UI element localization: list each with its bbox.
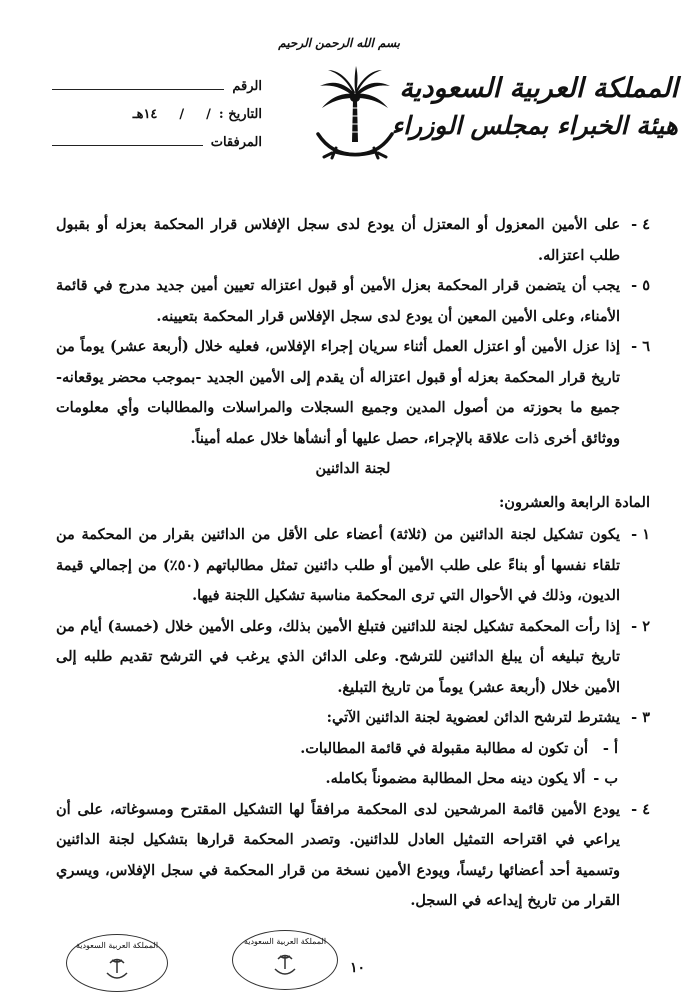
date-slash-1: /: [206, 106, 211, 122]
article-clause-4: ٤ - يودع الأمين قائمة المرشحين لدى المحكمة مرافقاً لها التشكيل المقترح ومسوغاته، على أن يراعي في اقتراحه التمثيل العادل للدائنين. وتصدر المحكمة قرارها بتشكيل لجنة الدائنين وتسمية أحد أعضائها رئيساً، ويودع الأمين نسخة من قرار المحكمة في سجل الإفلاس، ويسري القرار من تاريخ إيداعه في السجل.: [56, 800, 650, 909]
clause-6: ٦ - إذا عزل الأمين أو اعتزل العمل أثناء سريان إجراء الإفلاس، فعليه خلال (أربعة عشر) يوماً من تاريخ قرار المحكمة بعزله أو قبول اعتزاله أن يقدم إلى الأمين الجديد -بموجب محضر يوقعانه- جميع ما بحوزته من أصول المدين وجميع السجلات والمراسلات والمطالبات وأي معلومات ووثائق أخرى ذات علاقة بالإجراء، حصل عليها أو أنشأها خلال عمله أميناً.: [56, 338, 650, 447]
seal-emblem-icon: [270, 949, 300, 979]
letterhead-organization: [391, 70, 678, 144]
org-name-line2: هيئة الخبراء بمجلس الوزراء: [391, 111, 678, 140]
official-seal-left: المملكة العربية السعودية: [66, 934, 168, 992]
org-name-line1: المملكة العربية السعودية: [399, 73, 678, 104]
ref-label: الرقم: [232, 78, 262, 94]
date-year: ١٤هـ: [132, 106, 158, 122]
article-clause-3: ٣ - يشترط لترشح الدائن لعضوية لجنة الدائنين الآتي:: [326, 709, 650, 726]
article-clause-2: ٢ - إذا رأت المحكمة تشكيل لجنة للدائنين فتبلغ الأمين بذلك، وعلى الأمين خلال (خمسة) أيام من تاريخ تبليغه أن يبلغ الدائنين للترشح. وعلى الدائن الذي يرغب في الترشح تقديم طلبه إلى الأمين خلال (أربعة عشر) يوماً من تاريخ التبليغ.: [56, 617, 650, 696]
article-title: المادة الرابعة والعشرون:: [498, 493, 650, 511]
date-field: [133, 107, 211, 122]
document-body: [56, 210, 650, 917]
sub-clause-b: ب - ألا يكون دينه محل المطالبة مضموناً بكامله.: [325, 770, 618, 787]
clause-4: ٤ - على الأمين المعزول أو المعتزل أن يودع لدى سجل الإفلاس قرار المحكمة بعزله أو بقبول طلب اعتزاله.: [56, 216, 650, 264]
ref-line: [52, 88, 224, 90]
attachments-line: [52, 144, 203, 146]
palm-swords-emblem-icon: [314, 64, 396, 170]
reference-block: [52, 72, 262, 156]
basmala: بسم الله الرحمن الرحيم: [278, 36, 400, 50]
date-label: التاريخ :: [218, 106, 262, 122]
sub-clause-a: أ - أن تكون له مطالبة مقبولة في قائمة المطالبات.: [300, 739, 618, 757]
article-clause-1: ١ - يكون تشكيل لجنة الدائنين من (ثلاثة) أعضاء على الأقل من الدائنين بقرار من المحكمة من تلقاء نفسها أو بناءً على طلب الأمين أو طلب دائنين تمثل مطالباتهم (٥٠٪) من إجمالي قيمة الديون، وذلك في الأحوال التي ترى المحكمة مناسبة تشكيل اللجنة فيها.: [56, 526, 650, 604]
official-seal-right: المملكة العربية السعودية: [232, 930, 338, 990]
clause-5: ٥ - يجب أن يتضمن قرار المحكمة بعزل الأمين أو قبول اعتزاله تعيين أمين جديد مدرج في قائمة الأمناء، وعلى الأمين المعين أن يودع لدى سجل الإفلاس قرار المحكمة بتعيينه.: [56, 277, 650, 325]
seal-emblem-icon: [102, 953, 132, 983]
date-slash-2: /: [179, 106, 185, 122]
section-title: لجنة الدائنين: [315, 460, 391, 477]
attachments-label: المرفقات: [210, 134, 262, 150]
page-number: ١٠: [350, 960, 366, 976]
